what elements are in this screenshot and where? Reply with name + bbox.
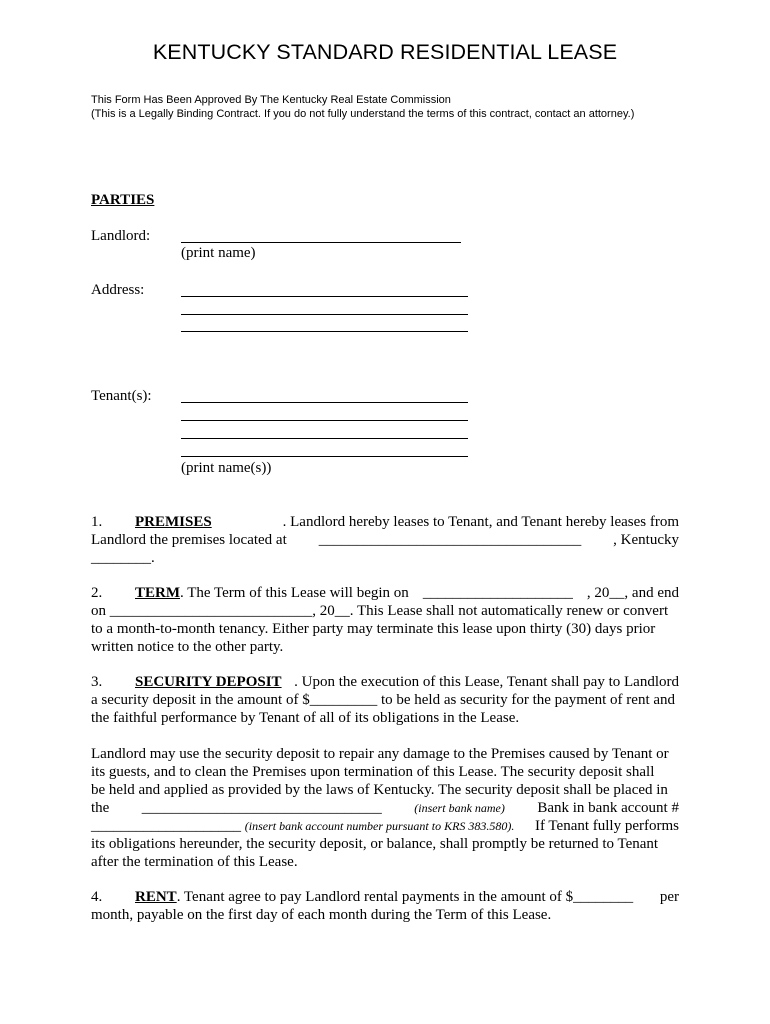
security-heading: SECURITY DEPOSIT [135,674,282,690]
security-line-1 [91,673,679,691]
term-begin-blank[interactable]: ____________________ [422,585,573,601]
parties-heading: PARTIES [91,192,155,208]
term-heading: TERM [135,585,180,601]
approval-notice [91,93,634,121]
premises-section [91,513,679,567]
security-line-3: the faithful performance by Tenant of all of its obligations in the Lease. [91,710,520,726]
tenant-line-3[interactable] [181,438,468,439]
rent-heading: RENT [135,889,177,905]
tenant-line-1[interactable] [181,402,468,403]
approval-line-2: (This is a Legally Binding Contract. If you do not fully understand the terms of this contract, contact an attorney.) [91,108,635,120]
rent-line-1 [91,888,679,906]
tenant-line-2[interactable] [181,420,468,421]
security-line-2: a security deposit in the amount of $_________ to be held as security for the payment of rent and [91,692,676,708]
rent-line-1-end: per [659,889,679,905]
security-deposit-section [91,673,679,727]
term-line-1 [91,584,679,602]
security-use-section [91,745,679,871]
term-line-1-start: . The Term of this Lease will begin on [180,585,409,601]
security-use-line-6: its obligations hereunder, the security deposit, or balance, shall promptly be returned to Tenant [91,836,659,852]
term-number: 2. [91,585,103,601]
security-use-line-1: Landlord may use the security deposit to repair any damage to the Premises caused by Tenant or [91,746,669,762]
security-use-line-2: its guests, and to clean the Premises upon termination of this Lease. The security deposit shall [91,764,655,780]
premises-line-1-text: . Landlord hereby leases to Tenant, and Tenant hereby leases from [282,514,679,530]
bank-name-instruction: (insert bank name) [414,801,505,815]
rent-number: 4. [91,889,103,905]
term-line-1-end: , 20__, and end [586,585,679,601]
security-use-line-4 [91,799,679,817]
address-line-2[interactable] [181,314,468,315]
security-use-line-3: be held and applied as provided by the laws of Kentucky. The security deposit shall be placed in [91,782,668,798]
security-line-1-text: . Upon the execution of this Lease, Tenant shall pay to Landlord [294,674,679,690]
security-use-line-7: after the termination of this Lease. [91,854,298,870]
premises-heading: PREMISES [135,514,212,530]
term-line-2: on ___________________________, 20__. This Lease shall not automatically renew or convert [91,603,669,619]
address-line-1[interactable] [181,296,468,297]
premises-line-2 [91,531,679,549]
address-label: Address: [91,282,145,298]
landlord-name-line[interactable] [181,242,461,243]
address-line-3[interactable] [181,331,468,332]
bank-name-blank[interactable]: ________________________________ [141,800,382,816]
premises-line-3[interactable]: ________. [91,550,155,566]
security-use-line-4-end: Bank in bank account # [537,800,679,816]
premises-line-2-start: Landlord the premises located at [91,532,287,548]
bank-account-instruction: (insert bank account number pursuant to KRS 383.580). [244,819,515,833]
security-use-line-5-end: If Tenant fully performs [534,818,679,834]
security-use-line-5 [91,817,679,835]
rent-section [91,888,679,924]
bank-account-blank[interactable]: ____________________ [91,818,241,834]
rent-line-1-start: . Tenant agree to pay Landlord rental payments in the amount of $________ [176,889,634,905]
premises-line-2-end: , Kentucky [613,532,679,548]
premises-line-1 [91,513,679,531]
term-section [91,584,679,656]
security-number: 3. [91,674,103,690]
tenants-caption: (print name(s)) [181,460,272,476]
term-line-4: written notice to the other party. [91,639,284,655]
term-line-3: to a month-to-month tenancy. Either party may terminate this lease upon thirty (30) days prior [91,621,656,637]
document-title: KENTUCKY STANDARD RESIDENTIAL LEASE [152,40,618,64]
tenant-line-4[interactable] [181,456,468,457]
security-use-line-4-start: the [91,800,110,816]
premises-location-blank[interactable]: ___________________________________ [318,532,582,548]
rent-line-2: month, payable on the first day of each month during the Term of this Lease. [91,907,552,923]
tenants-label: Tenant(s): [91,388,152,404]
landlord-label: Landlord: [91,228,151,244]
premises-number: 1. [91,514,103,530]
landlord-caption: (print name) [181,245,256,261]
approval-line-1: This Form Has Been Approved By The Kentucky Real Estate Commission [91,94,451,106]
